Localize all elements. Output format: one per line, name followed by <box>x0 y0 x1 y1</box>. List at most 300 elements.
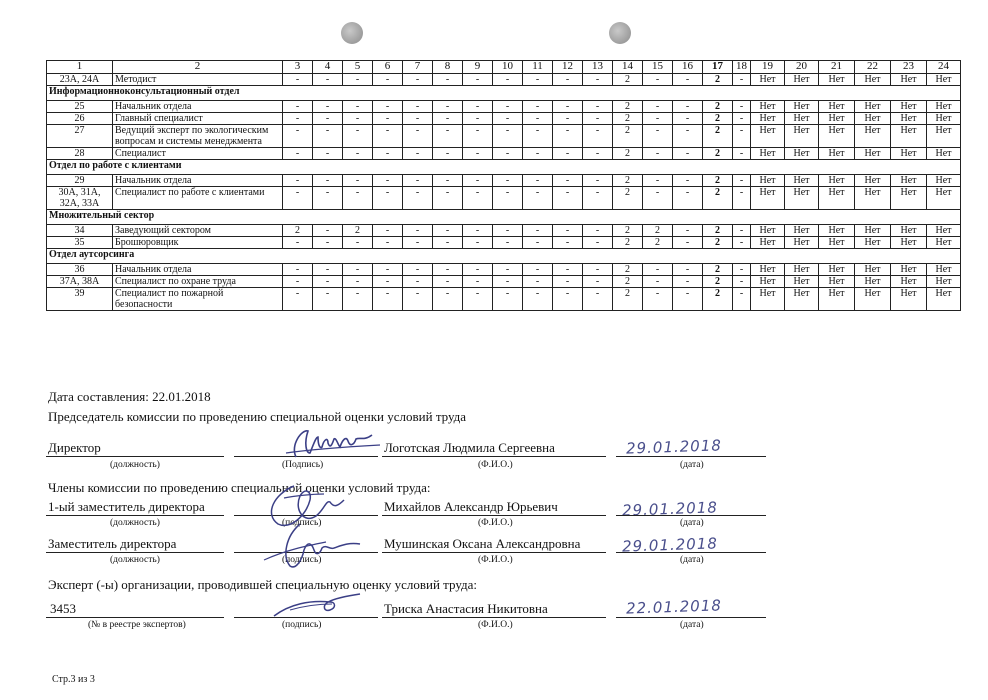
expert-name: Триска Анастасия Никитовна <box>384 601 548 616</box>
table-cell: - <box>583 225 613 237</box>
table-cell: - <box>583 187 613 210</box>
table-cell: Нет <box>751 187 785 210</box>
table-cell: - <box>733 264 751 276</box>
table-cell: - <box>373 187 403 210</box>
table-cell: - <box>313 288 343 311</box>
table-cell: Нет <box>891 148 927 160</box>
table-cell: - <box>673 125 703 148</box>
table-cell: - <box>583 237 613 249</box>
table-cell: Нет <box>751 276 785 288</box>
caption-signature: (подпись) <box>282 620 322 630</box>
table-cell: - <box>343 187 373 210</box>
table-cell: Нет <box>855 101 891 113</box>
caption-date: (дата) <box>680 620 704 630</box>
workplace-number: 37А, 38А <box>47 276 113 288</box>
table-cell: Нет <box>927 187 961 210</box>
table-cell: - <box>493 113 523 125</box>
member2-name-line <box>382 552 606 553</box>
table-cell: - <box>313 148 343 160</box>
table-cell: - <box>523 237 553 249</box>
table-cell: - <box>733 148 751 160</box>
table-cell: - <box>553 288 583 311</box>
table-cell: - <box>433 74 463 86</box>
table-cell: - <box>403 125 433 148</box>
table-cell: Нет <box>785 237 819 249</box>
table-cell: - <box>583 101 613 113</box>
table-cell: - <box>643 74 673 86</box>
table-cell: - <box>283 148 313 160</box>
table-cell: 2 <box>703 113 733 125</box>
position-name: Брошюровщик <box>113 237 283 249</box>
table-cell: Нет <box>891 264 927 276</box>
table-cell: - <box>463 276 493 288</box>
table-row <box>47 101 961 113</box>
table-cell: - <box>523 74 553 86</box>
table-cell: 2 <box>703 125 733 148</box>
table-cell: - <box>733 225 751 237</box>
table-cell: - <box>433 113 463 125</box>
caption-date: (дата) <box>680 518 704 528</box>
column-header: 11 <box>523 61 553 74</box>
table-cell: 2 <box>703 175 733 187</box>
workplace-number: 34 <box>47 225 113 237</box>
caption-signature: (подпись) <box>282 518 322 528</box>
table-cell: Нет <box>891 187 927 210</box>
table-cell: - <box>553 125 583 148</box>
chair-heading: Председатель комиссии по проведению специальной оценки условий труда <box>48 409 467 424</box>
column-header: 17 <box>703 61 733 74</box>
position-name: Главный специалист <box>113 113 283 125</box>
expert-signature <box>270 588 370 624</box>
table-cell: - <box>403 113 433 125</box>
table-cell: Нет <box>819 276 855 288</box>
table-cell: - <box>463 74 493 86</box>
table-cell: - <box>733 276 751 288</box>
workplace-number: 25 <box>47 101 113 113</box>
table-cell: - <box>343 101 373 113</box>
table-cell: - <box>553 225 583 237</box>
table-cell: Нет <box>785 74 819 86</box>
table-cell: - <box>343 175 373 187</box>
table-cell: Нет <box>751 175 785 187</box>
table-cell: 2 <box>703 276 733 288</box>
table-cell: - <box>553 237 583 249</box>
table-cell: Нет <box>855 276 891 288</box>
member1-position-line <box>46 515 224 516</box>
expert-name-line <box>382 617 606 618</box>
table-cell: Нет <box>855 264 891 276</box>
column-header: 7 <box>403 61 433 74</box>
table-cell: - <box>403 225 433 237</box>
table-header-row <box>47 61 961 74</box>
section-row <box>47 86 961 101</box>
table-row <box>47 237 961 249</box>
table-cell: 2 <box>643 225 673 237</box>
table-cell: - <box>493 264 523 276</box>
table-cell: Нет <box>927 113 961 125</box>
table-cell: - <box>463 101 493 113</box>
table-cell: - <box>553 187 583 210</box>
table-cell: Нет <box>785 225 819 237</box>
table-row <box>47 264 961 276</box>
member1-date: 29.01.2018 <box>621 498 719 520</box>
table-cell: - <box>463 148 493 160</box>
table-cell: - <box>283 175 313 187</box>
table-cell: - <box>493 276 523 288</box>
table-cell: - <box>313 276 343 288</box>
table-cell: Нет <box>927 148 961 160</box>
caption-registry: (№ в реестре экспертов) <box>88 620 186 630</box>
table-cell: - <box>373 113 403 125</box>
table-cell: Нет <box>751 264 785 276</box>
workplace-number: 28 <box>47 148 113 160</box>
table-cell: - <box>493 74 523 86</box>
table-cell: - <box>463 125 493 148</box>
table-cell: - <box>373 225 403 237</box>
workplace-number: 23А, 24А <box>47 74 113 86</box>
position-name: Начальник отдела <box>113 264 283 276</box>
table-cell: Нет <box>855 225 891 237</box>
table-cell: - <box>673 237 703 249</box>
table-cell: - <box>373 175 403 187</box>
sout-results-table <box>46 60 961 311</box>
punch-hole-right <box>609 22 631 44</box>
table-cell: - <box>463 225 493 237</box>
compilation-date: Дата составления: 22.01.2018 <box>48 389 211 404</box>
column-header: 2 <box>113 61 283 74</box>
table-cell: - <box>673 113 703 125</box>
table-cell: - <box>523 175 553 187</box>
table-cell: - <box>403 148 433 160</box>
table-cell: 2 <box>613 187 643 210</box>
table-cell: 2 <box>613 74 643 86</box>
table-cell: - <box>373 276 403 288</box>
table-row <box>47 288 961 311</box>
member2-name: Мушинская Оксана Александровна <box>384 536 581 551</box>
table-cell: 2 <box>613 288 643 311</box>
chair-date-line <box>616 456 766 457</box>
chair-signature <box>284 423 384 463</box>
table-cell: Нет <box>751 225 785 237</box>
table-cell: - <box>523 187 553 210</box>
table-cell: - <box>523 225 553 237</box>
table-cell: Нет <box>927 74 961 86</box>
table-cell: 2 <box>613 225 643 237</box>
table-cell: - <box>403 264 433 276</box>
table-cell: - <box>493 237 523 249</box>
table-cell: - <box>523 264 553 276</box>
workplace-number: 35 <box>47 237 113 249</box>
table-cell: Нет <box>751 288 785 311</box>
table-cell: - <box>283 101 313 113</box>
column-header: 20 <box>785 61 819 74</box>
table-cell: 2 <box>613 276 643 288</box>
table-cell: - <box>343 264 373 276</box>
table-cell: - <box>553 276 583 288</box>
table-cell: - <box>343 113 373 125</box>
table-cell: - <box>673 225 703 237</box>
table-cell: Нет <box>927 125 961 148</box>
members-heading: Члены комиссии по проведению специальной оценки условий труда: <box>48 480 431 495</box>
caption-date: (дата) <box>680 555 704 565</box>
table-cell: - <box>463 113 493 125</box>
table-cell: - <box>583 288 613 311</box>
table-cell: Нет <box>819 175 855 187</box>
table-cell: Нет <box>927 237 961 249</box>
table-cell: Нет <box>819 288 855 311</box>
punch-hole-left <box>341 22 363 44</box>
table-cell: - <box>493 148 523 160</box>
table-cell: - <box>313 187 343 210</box>
column-header: 15 <box>643 61 673 74</box>
table-cell: - <box>403 276 433 288</box>
table-row <box>47 74 961 86</box>
table-cell: Нет <box>751 101 785 113</box>
table-cell: - <box>463 175 493 187</box>
table-cell: 2 <box>613 175 643 187</box>
table-cell: Нет <box>785 288 819 311</box>
member1-date-line <box>616 515 766 516</box>
caption-position: (должность) <box>110 518 160 528</box>
position-name: Методист <box>113 74 283 86</box>
table-cell: Нет <box>891 125 927 148</box>
table-cell: - <box>433 276 463 288</box>
table-cell: - <box>493 101 523 113</box>
expert-heading: Эксперт (-ы) организации, проводившей специальную оценку условий труда: <box>48 577 478 592</box>
expert-date: 22.01.2018 <box>625 596 723 618</box>
table-cell: - <box>493 125 523 148</box>
table-row <box>47 125 961 148</box>
table-cell: - <box>283 113 313 125</box>
table-cell: Нет <box>891 175 927 187</box>
table-cell: - <box>523 148 553 160</box>
position-name: Специалист <box>113 148 283 160</box>
table-cell: - <box>553 175 583 187</box>
column-header: 23 <box>891 61 927 74</box>
table-cell: - <box>643 148 673 160</box>
position-name: Специалист по охране труда <box>113 276 283 288</box>
table-cell: Нет <box>855 288 891 311</box>
section-label: Информационноконсультационный отдел <box>47 86 961 101</box>
table-cell: - <box>733 288 751 311</box>
table-cell: Нет <box>785 101 819 113</box>
position-name: Начальник отдела <box>113 175 283 187</box>
table-cell: 2 <box>703 74 733 86</box>
table-cell: - <box>733 187 751 210</box>
table-cell: - <box>523 113 553 125</box>
table-cell: Нет <box>855 175 891 187</box>
table-cell: - <box>283 187 313 210</box>
column-header: 19 <box>751 61 785 74</box>
column-header: 3 <box>283 61 313 74</box>
table-cell: - <box>463 264 493 276</box>
caption-position: (должность) <box>110 460 160 470</box>
expert-registry-number: 3453 <box>50 601 76 616</box>
column-header: 12 <box>553 61 583 74</box>
table-cell: - <box>343 237 373 249</box>
table-cell: Нет <box>785 113 819 125</box>
table-cell: - <box>643 113 673 125</box>
caption-fio: (Ф.И.О.) <box>478 518 513 528</box>
table-cell: - <box>643 101 673 113</box>
chair-name: Логотская Людмила Сергеевна <box>384 440 555 455</box>
table-cell: - <box>523 288 553 311</box>
table-cell: - <box>493 187 523 210</box>
workplace-number: 30А, 31А, 32А, 33А <box>47 187 113 210</box>
table-cell: - <box>553 264 583 276</box>
table-cell: - <box>373 237 403 249</box>
table-cell: Нет <box>927 276 961 288</box>
table-cell: Нет <box>751 113 785 125</box>
column-header: 4 <box>313 61 343 74</box>
table-cell: - <box>733 101 751 113</box>
table-cell: - <box>733 237 751 249</box>
table-cell: - <box>433 187 463 210</box>
caption-position: (должность) <box>110 555 160 565</box>
table-cell: - <box>283 288 313 311</box>
table-cell: 2 <box>613 148 643 160</box>
table-row <box>47 148 961 160</box>
table-cell: Нет <box>819 125 855 148</box>
table-cell: - <box>373 74 403 86</box>
member1-name-line <box>382 515 606 516</box>
column-header: 18 <box>733 61 751 74</box>
table-cell: Нет <box>785 125 819 148</box>
table-cell: Нет <box>751 74 785 86</box>
chair-position-line <box>46 456 224 457</box>
table-row <box>47 113 961 125</box>
caption-fio: (Ф.И.О.) <box>478 620 513 630</box>
member1-name: Михайлов Александр Юрьевич <box>384 499 558 514</box>
table-cell: - <box>433 125 463 148</box>
workplace-number: 26 <box>47 113 113 125</box>
table-cell: - <box>403 175 433 187</box>
table-cell: - <box>493 288 523 311</box>
table-cell: - <box>733 175 751 187</box>
table-cell: Нет <box>927 225 961 237</box>
table-cell: 2 <box>643 237 673 249</box>
table-cell: 2 <box>613 264 643 276</box>
table-row <box>47 225 961 237</box>
table-cell: - <box>583 264 613 276</box>
table-cell: - <box>583 113 613 125</box>
table-row <box>47 187 961 210</box>
table-cell: 2 <box>343 225 373 237</box>
table-cell: - <box>313 125 343 148</box>
table-cell: - <box>553 113 583 125</box>
table-cell: Нет <box>819 237 855 249</box>
table-cell: - <box>403 288 433 311</box>
table-cell: - <box>643 187 673 210</box>
table-cell: Нет <box>819 264 855 276</box>
table-cell: - <box>583 74 613 86</box>
table-cell: Нет <box>891 237 927 249</box>
table-cell: - <box>673 175 703 187</box>
table-cell: Нет <box>785 187 819 210</box>
position-name: Ведущий эксперт по экологическим вопросам и системы менеджмента <box>113 125 283 148</box>
table-cell: Нет <box>819 187 855 210</box>
table-cell: - <box>343 288 373 311</box>
workplace-number: 36 <box>47 264 113 276</box>
table-cell: - <box>433 148 463 160</box>
table-cell: Нет <box>785 276 819 288</box>
table-cell: Нет <box>891 288 927 311</box>
table-cell: - <box>643 276 673 288</box>
table-cell: 2 <box>613 237 643 249</box>
table-cell: Нет <box>751 125 785 148</box>
table-cell: Нет <box>751 237 785 249</box>
table-cell: - <box>553 148 583 160</box>
table-cell: 2 <box>703 225 733 237</box>
table-cell: Нет <box>927 288 961 311</box>
table-cell: - <box>343 125 373 148</box>
table-cell: - <box>343 276 373 288</box>
section-label: Множительный сектор <box>47 210 961 225</box>
column-header: 5 <box>343 61 373 74</box>
table-row <box>47 276 961 288</box>
table-cell: Нет <box>785 175 819 187</box>
member2-signature <box>256 520 366 572</box>
column-header: 6 <box>373 61 403 74</box>
table-cell: - <box>313 74 343 86</box>
workplace-number: 27 <box>47 125 113 148</box>
table-cell: - <box>643 175 673 187</box>
table-cell: Нет <box>855 125 891 148</box>
table-cell: - <box>313 225 343 237</box>
section-row <box>47 160 961 175</box>
chair-position: Директор <box>48 440 101 455</box>
table-cell: - <box>373 288 403 311</box>
table-cell: - <box>643 288 673 311</box>
table-cell: - <box>643 264 673 276</box>
member1-position: 1-ый заместитель директора <box>48 499 205 514</box>
position-name: Специалист по пожарной безопасности <box>113 288 283 311</box>
expert-registry-line <box>46 617 224 618</box>
table-cell: - <box>583 276 613 288</box>
caption-signature: (подпись) <box>282 555 322 565</box>
table-cell: - <box>403 74 433 86</box>
caption-date: (дата) <box>680 460 704 470</box>
table-cell: - <box>673 101 703 113</box>
table-cell: - <box>733 74 751 86</box>
expert-date-line <box>616 617 766 618</box>
table-cell: Нет <box>785 264 819 276</box>
table-cell: - <box>673 187 703 210</box>
table-cell: Нет <box>891 101 927 113</box>
table-cell: - <box>403 101 433 113</box>
table-cell: 2 <box>703 264 733 276</box>
member2-position-line <box>46 552 224 553</box>
column-header: 24 <box>927 61 961 74</box>
table-cell: 2 <box>613 125 643 148</box>
column-header: 8 <box>433 61 463 74</box>
table-cell: Нет <box>855 148 891 160</box>
table-cell: - <box>433 101 463 113</box>
section-label: Отдел аутсорсинга <box>47 249 961 264</box>
table-cell: - <box>373 148 403 160</box>
table-cell: - <box>283 74 313 86</box>
table-cell: - <box>283 237 313 249</box>
table-cell: Нет <box>819 148 855 160</box>
table-cell: - <box>343 74 373 86</box>
table-cell: - <box>313 113 343 125</box>
table-cell: - <box>643 125 673 148</box>
table-cell: - <box>583 175 613 187</box>
member2-position: Заместитель директора <box>48 536 177 551</box>
table-cell: Нет <box>891 113 927 125</box>
table-cell: Нет <box>785 148 819 160</box>
position-name: Заведующий сектором <box>113 225 283 237</box>
